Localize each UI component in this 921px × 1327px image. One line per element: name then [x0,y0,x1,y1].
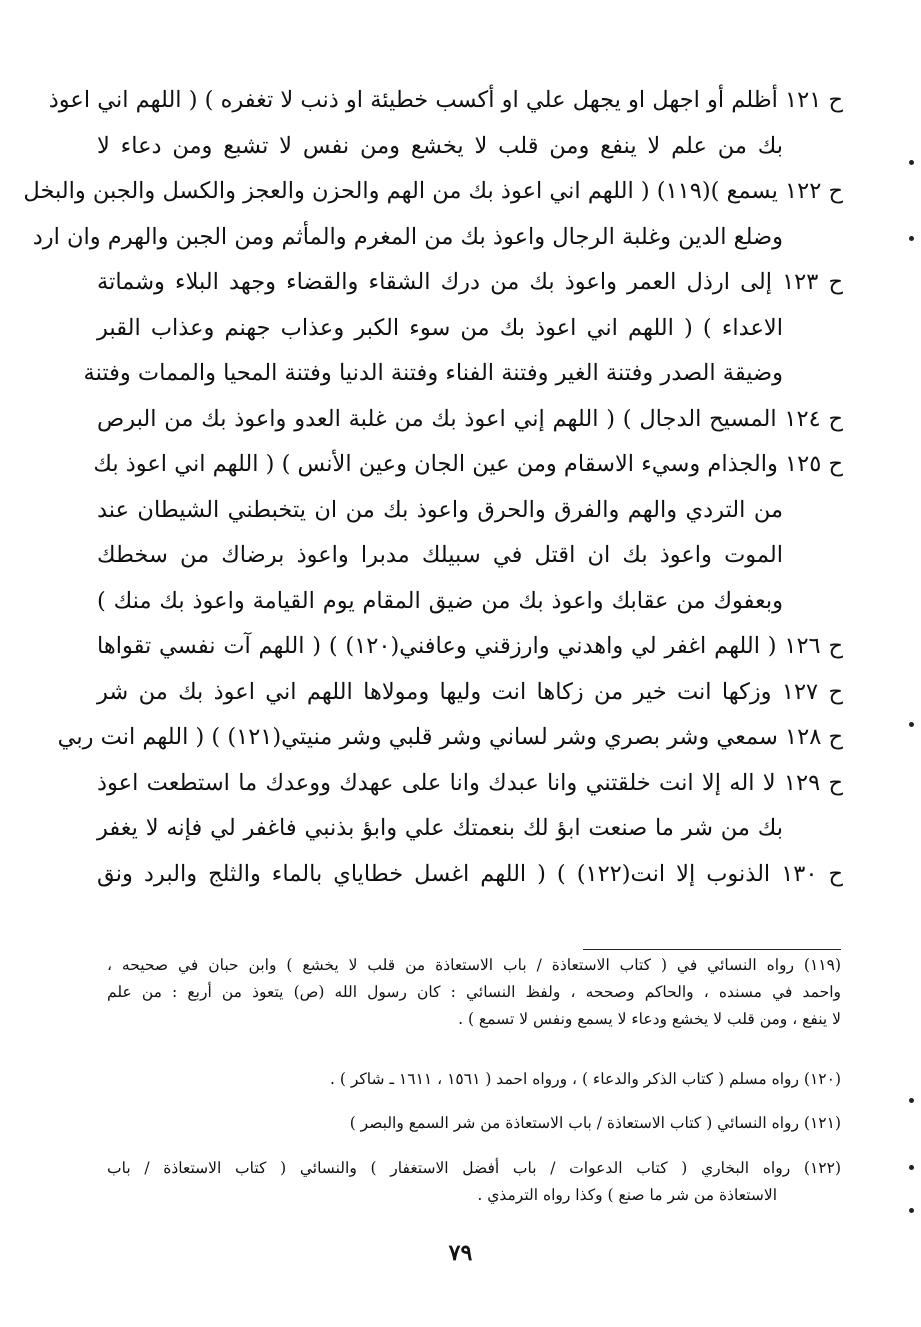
text-line: بك من علم لا ينفع ومن قلب لا يخشع ومن نفس لا تشبع ومن دعاء لا [97,132,783,159]
text-line: وضلع الدين وغلبة الرجال واعوذ بك من المغرم والمأثم ومن الجبن والهرم وان ارد [32,223,783,250]
text-line-hadith-130: ح ١٣٠ الذنوب إلا انت(١٢٢) ) ( اللهم اغسل خطاياي بالماء والثلج والبرد ونق [97,860,843,887]
text-line-hadith-129: ح ١٢٩ لا اله إلا انت خلقتني وانا عبدك وانا على عهدك ووعدك ما استطعت اعوذ [97,769,844,796]
text-line-hadith-122: ح ١٢٢ يسمع )(١١٩) ( اللهم اني اعوذ بك من الهم والحزن والعجز والكسل والجبن والبخل [23,178,843,204]
footnote-divider [583,949,841,950]
text-line: من التردي والهم والفرق والحرق واعوذ بك من ان يتخبطني الشيطان عند [97,496,783,523]
margin-dot [909,236,914,241]
footnote-line: (١٢٢) رواه البخاري ( كتاب الدعوات / باب أفضل الاستغفار ) والنسائي ( كتاب الاستعاذة / باب [107,1159,841,1177]
footnote-line: (١٢١) رواه النسائي ( كتاب الاستعاذة / باب الاستعاذة من شر السمع والبصر ) [349,1114,841,1132]
text-line-hadith-128: ح ١٢٨ سمعي وشر بصري وشر لساني وشر قلبي وشر منيتي(١٢١) ) ( اللهم انت ربي [57,724,843,750]
text-line: وبعفوك من عقابك واعوذ بك من ضيق المقام يوم القيامة واعوذ بك منك ) [97,587,783,614]
footnote-121 [107,1110,841,1137]
margin-dot [909,1208,914,1213]
margin-dot [909,160,914,165]
text-line: الاعداء ) ( اللهم اني اعوذ بك من سوء الكبر وعذاب جهنم وعذاب القبر [97,314,783,341]
footnote-line: الاستعاذة من شر ما صنع ) وكذا رواه الترمذي . [477,1186,777,1204]
margin-dot [909,1165,914,1170]
text-line-hadith-123: ح ١٢٣ إلى ارذل العمر واعوذ بك من درك الشقاء والقضاء وجهد البلاء وشماتة [97,269,843,295]
footnote-line: (١٢٠) رواه مسلم ( كتاب الذكر والدعاء ) ، ورواه احمد ( ١٥٦١ ، ١٦١١ ـ شاكر ) . [330,1070,841,1088]
text-line: وضيقة الصدر وفتنة الغير وفتنة الفناء وفتنة الدنيا وفتنة المحيا والممات وفتنة [83,360,783,386]
margin-dot [909,1098,914,1103]
text-line-hadith-127: ح ١٢٧ وزكها انت خير من زكاها انت وليها ومولاها اللهم اني اعوذ بك من شر [97,678,843,705]
footnote-119 [107,952,841,1033]
footnote-line: لا ينفع ، ومن قلب لا يخشع ودعاء لا يسمع ونفس لا تسمع ) . [458,1010,841,1028]
text-line-hadith-124: ح ١٢٤ المسيح الدجال ) ( اللهم إني اعوذ بك من غلبة العدو واعوذ بك من البرص [97,405,843,432]
text-line: الموت واعوذ بك ان اقتل في سبيلك مدبرا واعوذ برضاك من سخطك [97,542,783,568]
text-line-hadith-125: ح ١٢٥ والجذام وسيء الاسقام ومن عين الجان وعين الأنس ) ( اللهم اني اعوذ بك [93,451,843,477]
page-number: ٧٩ [448,1240,473,1266]
text-line-hadith-126: ح ١٢٦ ( اللهم اغفر لي واهدني وارزقني وعافني(١٢٠) ) ( اللهم آت نفسي تقواها [97,633,843,659]
footnote-120 [107,1066,841,1093]
margin-dot [909,722,914,727]
text-line: بك من شر ما صنعت ابؤ لك بنعمتك علي وابؤ بذنبي فاغفر لي فإنه لا يغفر [97,815,783,841]
footnote-line: (١١٩) رواه النسائي في ( كتاب الاستعاذة / باب الاستعاذة من قلب لا يخشع ) وابن حبان في صحيحه ، [107,956,841,974]
footnote-line: واحمد في مسنده ، والحاكم وصححه ، ولفظ النسائي : كان رسول الله (ص) يتعوذ من أربع : من علم [107,983,841,1001]
text-line-hadith-121: ح ١٢١ أظلم أو اجهل او يجهل علي او أكسب خطيئة او ذنب لا تغفره ) ( اللهم اني اعوذ [48,87,843,113]
footnote-122 [107,1155,841,1209]
main-text-block [23,78,844,897]
